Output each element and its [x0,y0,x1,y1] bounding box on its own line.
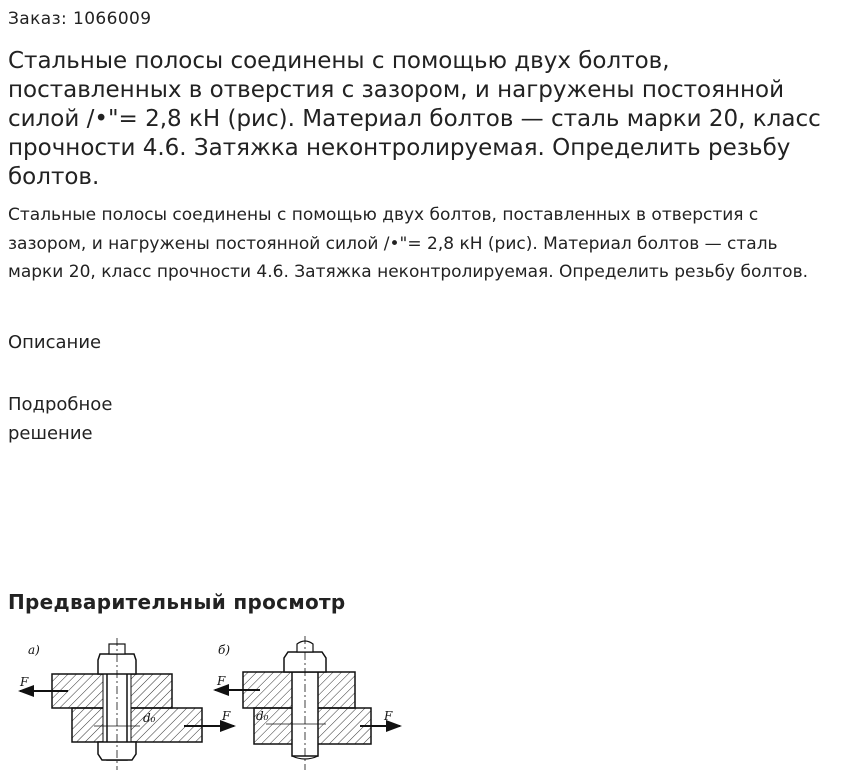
figure-b [215,636,400,770]
problem-title: Стальные полосы соединены с помощью двух болтов, поставленных в отверстия с зазором, и нагружены постоянной силой /•"= 2,8 кН (рис). Материал болтов — сталь марки 20, класс прочности 4.6. Затяжка неконтролируемая. Определить резьбу болтов. [8,48,821,190]
order-number: Заказ: 1066009 [8,9,152,29]
problem-body: Стальные полосы соединены с помощью двух болтов, поставленных в отверстия с зазором, и нагружены постоянной силой /•"= 2,8 кН (рис). Материал болтов — сталь марки 20, класс прочности 4.6. Затяжка неконтролируемая. Определить резьбу болтов. [8,205,808,282]
detailed-solution-label: Подробное решение [8,394,113,444]
diameter-label: d₀ [143,711,156,725]
bottom-plate [72,708,202,742]
figure-a [19,638,234,770]
bolted-joint-drawing [10,630,410,780]
preview-figure [10,630,410,780]
diameter-label-b: d₀ [256,709,269,723]
figure-b-label: б) [218,643,231,657]
force-right-label-b: F [384,709,393,723]
force-left-label-b: F [217,674,226,688]
description-label: Описание [8,332,102,353]
force-left-label: F [20,675,29,689]
figure-a-label: а) [28,643,40,657]
force-right-label: F [222,709,231,723]
preview-heading: Предварительный просмотр [8,590,346,614]
